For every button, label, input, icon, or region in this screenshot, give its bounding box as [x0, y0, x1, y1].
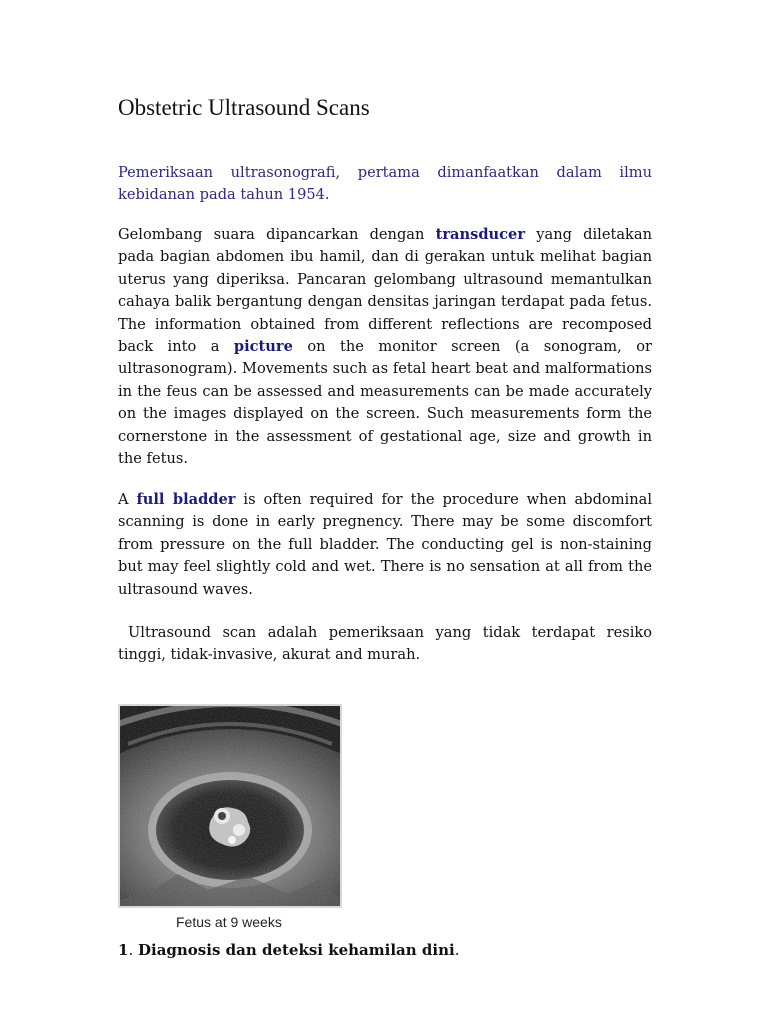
full-bladder-paragraph [118, 489, 652, 601]
summary-paragraph: Ultrasound scan adalah pemeriksaan yang tidak terdapat resiko tinggi, tidak-invasive, akurat and murah. [118, 624, 652, 664]
section-title: Diagnosis dan deteksi kehamilan dini [137, 941, 455, 959]
section-number-separator: . [128, 941, 138, 959]
section-heading [118, 939, 459, 961]
paragraph-text: Gelombang suara dipancarkan dengan [118, 226, 436, 243]
keyword-link-full-bladder[interactable]: full bladder [136, 491, 236, 508]
page-title: Obstetric Ultrasound Scans [118, 95, 370, 120]
transducer-paragraph [118, 224, 652, 470]
intro-paragraph: Pemeriksaan ultrasonografi, pertama dimanfaatkan dalam ilmu kebidanan pada tahun 1954. [118, 164, 652, 204]
ultrasound-figure [118, 704, 342, 930]
paragraph-text: on the monitor screen (a sonogram, or ultrasonogram). Movements such as fetal heart beat and malformations in the feus can be assessed and measurements can be made accurately on the images displayed on the screen. Such measurements form the cornerstone in the assessment of gestational age, size and growth in the fetus. [118, 338, 652, 468]
keyword-link-transducer[interactable]: transducer [435, 226, 526, 243]
ultrasound-image [118, 704, 342, 908]
section-title-suffix: . [454, 941, 460, 959]
section-number: 1 [118, 941, 129, 959]
keyword-link-picture[interactable]: picture [233, 338, 293, 356]
paragraph-text: A [118, 491, 137, 508]
paragraph-text: yang diletakan pada bagian abdomen ibu hamil, dan di gerakan untuk melihat bagian uterus yang diperiksa. Pancaran gelombang ultrasound memantulkan cahaya balik bergantung dengan densitas jaringan terdapat pada fetus. The information obtained from different reflections are recomposed back into a [118, 226, 652, 356]
figure-caption: Fetus at 9 weeks [176, 914, 282, 930]
paragraph-text: is often required for the procedure when abdominal scanning is done in early pregnency. There may be some discomfort from pressure on the full bladder. The conducting gel is non-staining but may feel slightly cold and wet. There is no sensation at all from the ultrasound waves. [118, 491, 652, 598]
